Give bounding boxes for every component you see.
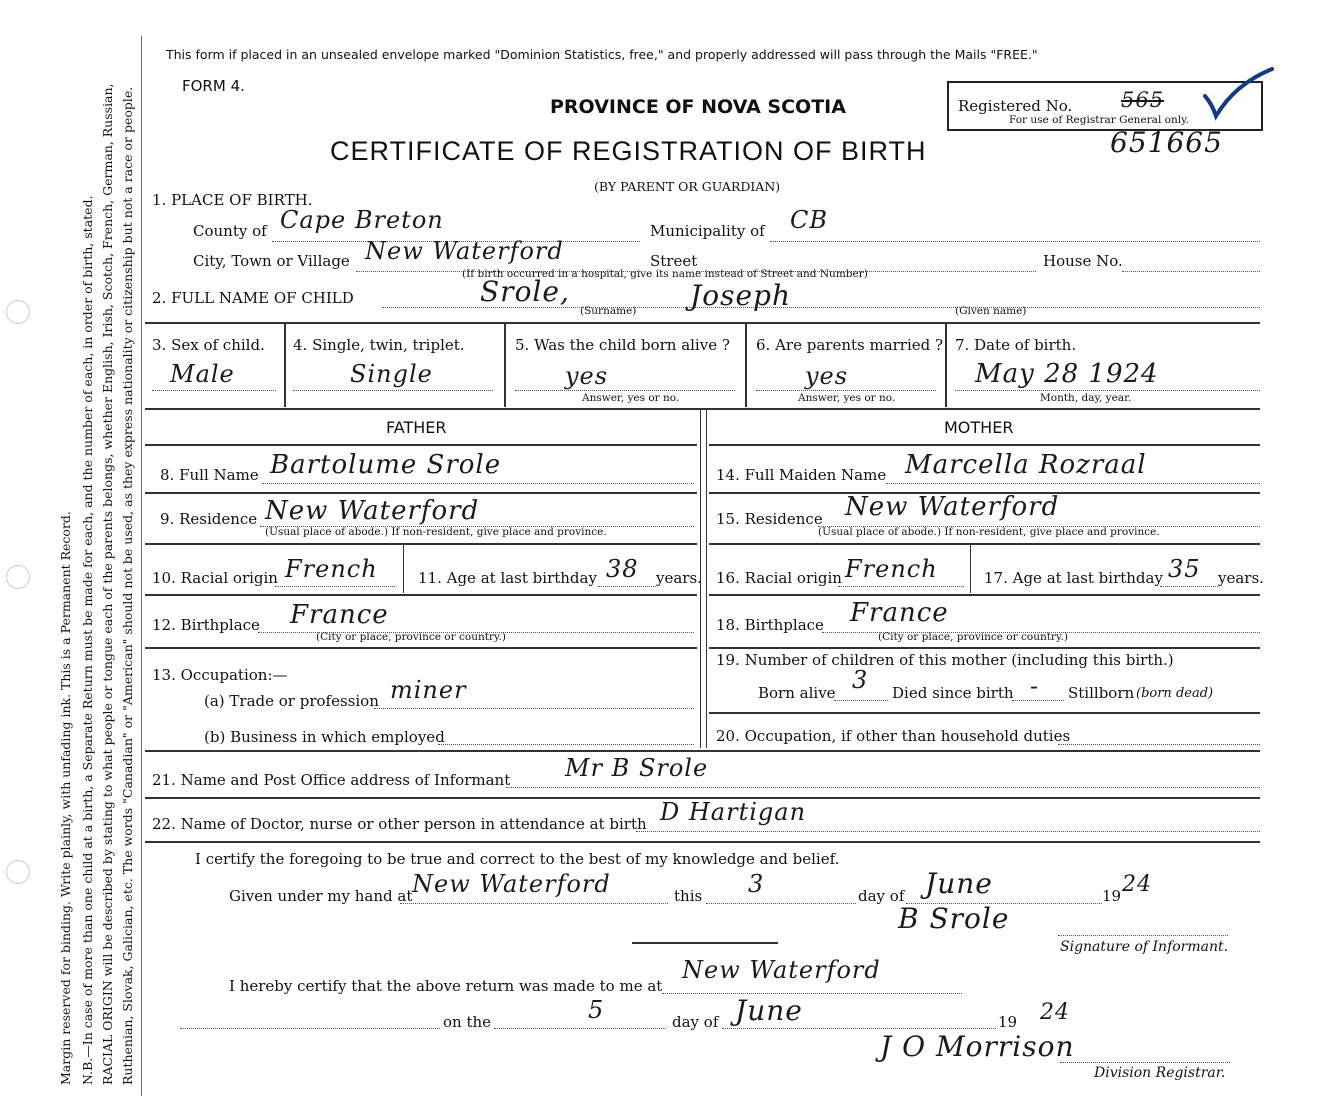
given-name-note: (Given name) <box>955 305 1027 317</box>
city-value: New Waterford <box>365 237 564 265</box>
municipality-value: CB <box>790 206 828 234</box>
mother-racial-label: 16. Racial origin <box>716 569 842 587</box>
mother-birthplace-label: 18. Birthplace <box>716 616 824 634</box>
born-alive-count-value: 3 <box>852 666 869 694</box>
mother-racial-value: French <box>845 555 938 583</box>
date-of-birth-label: 7. Date of birth. <box>955 336 1077 354</box>
punch-hole-bottom <box>6 860 30 884</box>
plurality-value: Single <box>350 360 433 388</box>
mother-occupation-label: 20. Occupation, if other than household duties <box>716 727 1071 745</box>
father-racial-label: 10. Racial origin <box>152 569 278 587</box>
mother-city-note: (City or place, province or country.) <box>878 631 1068 643</box>
date-of-birth-value: May 28 1924 <box>975 359 1159 389</box>
margin-note-3: RACIAL ORIGIN will be described by stating to what people or tongue each of the parents belongs, whether English, Irish, Scotch, French, German, Russian, <box>100 83 115 1085</box>
child-surname-value: Srole, <box>480 275 570 308</box>
mother-age-value: 35 <box>1168 555 1201 583</box>
informant-value: Mr B Srole <box>565 754 709 782</box>
given-year-value: 24 <box>1122 872 1152 897</box>
registrar-year-value: 24 <box>1040 1000 1070 1025</box>
father-heading: FATHER <box>386 418 447 437</box>
registrar-certification: I hereby certify that the above return was made to me at <box>229 977 663 995</box>
registrar-signature-label: Division Registrar. <box>1094 1065 1226 1081</box>
born-alive-count-label: Born alive <box>758 684 836 702</box>
place-of-birth-heading: 1. PLACE OF BIRTH. <box>152 191 313 209</box>
informant-signature-label: Signature of Informant. <box>1060 939 1229 955</box>
street-label: Street <box>650 252 698 270</box>
child-name-label: 2. FULL NAME OF CHILD <box>152 289 354 307</box>
parents-married-value: yes <box>805 362 849 390</box>
mother-name-value: Marcella Rozraal <box>905 450 1147 480</box>
margin-note-4: Ruthenian, Slovak, Galician, etc. The words "Canadian" or "American" should not be used, as they express nationality or citizenship but not a race or people. <box>120 86 135 1085</box>
date-of-birth-note: Month, day, year. <box>1040 392 1132 404</box>
on-the-label: on the <box>443 1013 492 1031</box>
father-occupation-label: 13. Occupation:— <box>152 666 288 684</box>
child-given-name-value: Joseph <box>690 279 791 312</box>
mother-age-label: 17. Age at last birthday <box>984 569 1163 587</box>
mother-residence-label: 15. Residence <box>716 510 823 528</box>
mother-birthplace-value: France <box>850 598 949 628</box>
doctor-value: D Hartigan <box>660 798 807 826</box>
stillborn-note: (born dead) <box>1136 686 1214 701</box>
registrar-day-of-label: day of <box>672 1013 719 1031</box>
registrar-year-prefix: 19 <box>998 1013 1018 1031</box>
house-no-label: House No. <box>1043 252 1123 270</box>
stillborn-label: Stillborn <box>1068 684 1135 702</box>
mother-heading: MOTHER <box>944 418 1014 437</box>
province-heading: PROVINCE OF NOVA SCOTIA <box>550 96 846 118</box>
father-trade-label: (a) Trade or profession <box>204 692 379 710</box>
municipality-label: Municipality of <box>650 222 765 240</box>
registrar-note: For use of Registrar General only. <box>1009 114 1189 126</box>
mail-notice: This form if placed in an unsealed envelope marked "Dominion Statistics, free," and properly addressed will pass through the Mails "FREE." <box>166 47 1038 62</box>
father-business-label: (b) Business in which employed <box>204 728 445 746</box>
father-residence-label: 9. Residence <box>160 510 258 528</box>
mother-abode-note: (Usual place of abode.) If non-resident, give place and province. <box>818 526 1160 538</box>
registrar-place-value: New Waterford <box>682 956 881 984</box>
given-day-of-label: day of <box>858 887 905 905</box>
mother-children-label: 19. Number of children of this mother (including this birth.) <box>716 651 1174 669</box>
given-year-prefix: 19 <box>1102 887 1122 905</box>
father-name-label: 8. Full Name <box>160 466 259 484</box>
county-value: Cape Breton <box>280 206 444 234</box>
page-subtitle: (BY PARENT OR GUARDIAN) <box>594 179 781 194</box>
punch-hole-middle <box>6 565 30 589</box>
father-abode-note: (Usual place of abode.) If non-resident, give place and province. <box>265 526 607 538</box>
father-city-note: (City or place, province or country.) <box>316 631 506 643</box>
sex-value: Male <box>170 360 235 388</box>
informant-certification: I certify the foregoing to be true and correct to the best of my knowledge and belief. <box>195 850 840 868</box>
checkmark-icon <box>1200 66 1275 121</box>
died-since-birth-label: Died since birth <box>892 684 1014 702</box>
form-number: FORM 4. <box>182 77 245 95</box>
registered-label: Registered No. <box>958 97 1073 115</box>
given-day-value: 3 <box>748 870 765 898</box>
parents-married-label: 6. Are parents married ? <box>756 336 944 354</box>
registrar-signature: J O Morrison <box>880 1030 1075 1063</box>
father-racial-value: French <box>285 555 378 583</box>
margin-note-1: Margin reserved for binding. Write plainly, with unfading ink. This is a Permanent Record. <box>58 511 73 1085</box>
father-age-years: years. <box>656 569 702 587</box>
mother-name-label: 14. Full Maiden Name <box>716 466 887 484</box>
informant-label: 21. Name and Post Office address of Informant <box>152 771 511 789</box>
father-residence-value: New Waterford <box>265 496 480 526</box>
registered-struck-number: 565 <box>1121 88 1165 112</box>
born-alive-note: Answer, yes or no. <box>582 392 680 404</box>
registrar-day-value: 5 <box>588 996 605 1024</box>
sex-label: 3. Sex of child. <box>152 336 265 354</box>
city-label: City, Town or Village <box>193 252 350 270</box>
father-age-label: 11. Age at last birthday <box>418 569 597 587</box>
doctor-label: 22. Name of Doctor, nurse or other person in attendance at birth <box>152 815 647 833</box>
hospital-note: (If birth occurred in a hospital, give its name instead of Street and Number) <box>462 268 868 280</box>
mother-residence-value: New Waterford <box>845 492 1060 522</box>
father-name-value: Bartolume Srole <box>270 450 502 480</box>
this-label: this <box>674 887 703 905</box>
father-birthplace-label: 12. Birthplace <box>152 616 260 634</box>
surname-note: (Surname) <box>580 305 637 317</box>
died-since-birth-value: - <box>1030 672 1040 700</box>
born-alive-label: 5. Was the child born alive ? <box>515 336 730 354</box>
informant-signature: B Srole <box>898 902 1010 935</box>
margin-rule <box>141 36 142 1096</box>
county-label: County of <box>193 222 267 240</box>
parents-married-note: Answer, yes or no. <box>798 392 896 404</box>
mother-age-years: years. <box>1218 569 1264 587</box>
father-trade-value: miner <box>390 676 467 704</box>
registrar-month-value: June <box>735 994 803 1027</box>
father-birthplace-value: France <box>290 600 389 630</box>
father-age-value: 38 <box>606 555 639 583</box>
given-place-value: New Waterford <box>412 870 611 898</box>
given-month-value: June <box>925 867 993 900</box>
margin-note-2: N.B.—In case of more than one child at a birth, a Separate Return must be made for each, and the number of each, in order of birth, stated. <box>80 195 95 1085</box>
born-alive-value: yes <box>565 362 609 390</box>
registration-number: 651665 <box>1110 126 1223 159</box>
page-title: CERTIFICATE OF REGISTRATION OF BIRTH <box>330 136 927 166</box>
plurality-label: 4. Single, twin, triplet. <box>293 336 465 354</box>
given-under-hand-label: Given under my hand at <box>229 887 413 905</box>
punch-hole-top <box>6 300 30 324</box>
